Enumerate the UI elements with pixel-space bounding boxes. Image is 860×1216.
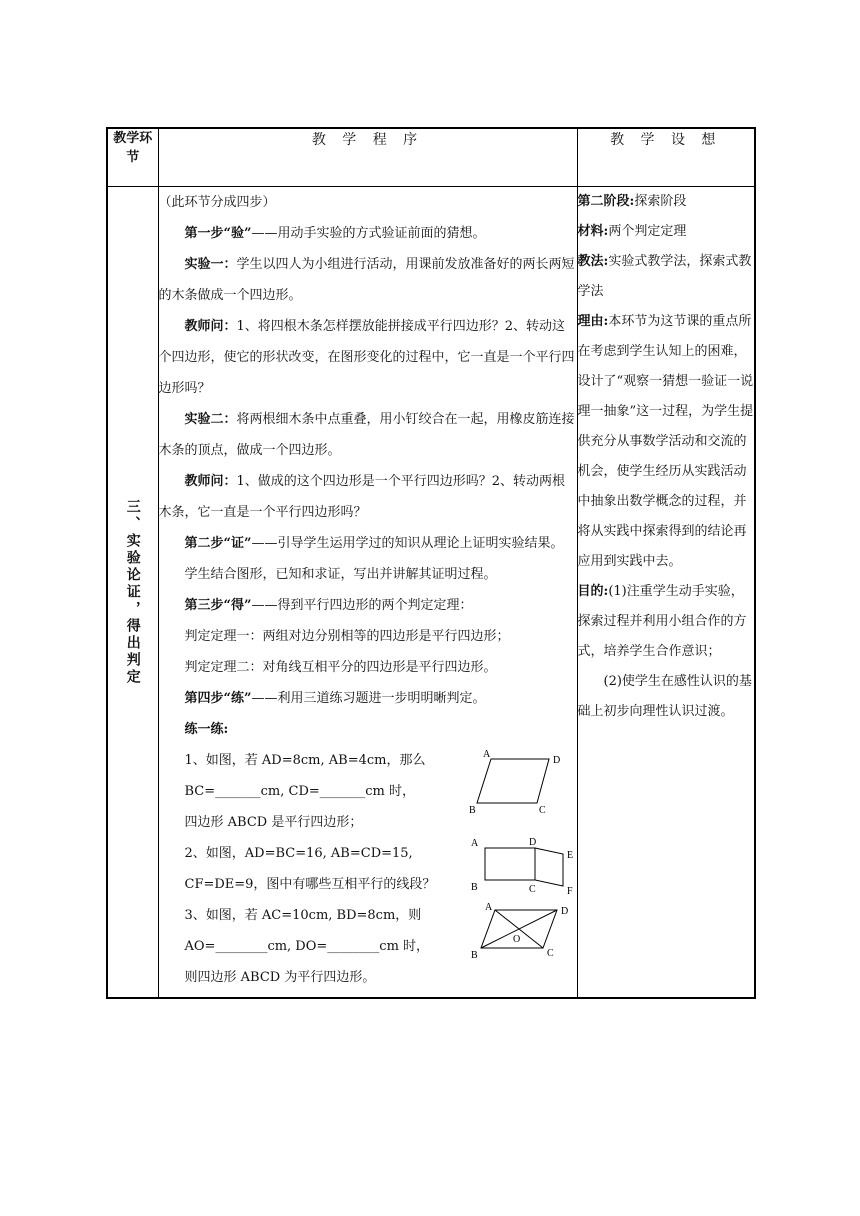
question2-paragraph <box>159 466 577 528</box>
fig2-label-b: B <box>470 882 478 893</box>
design-material-heading: 材料: <box>577 224 609 239</box>
exercise1-line3: 四边形 ABCD 是平行四边形； <box>184 815 363 830</box>
design-material-text: 两个判定定理 <box>608 224 687 239</box>
design-method-text: 实验式教学法，探索式教学法 <box>577 254 752 299</box>
design-stage-heading: 第二阶段: <box>577 194 635 209</box>
design-goal-2: (2)使学生在感性认识的基础上初步向理性认识过渡。 <box>577 674 752 719</box>
parallelogram-diagonals-figure-3 <box>467 900 577 964</box>
header-design: 教 学 设 想 <box>577 128 755 187</box>
exercise-2 <box>159 838 577 900</box>
content-row <box>107 187 755 999</box>
fig3-label-d: D <box>560 906 568 917</box>
intro-text: （此环节分成四步） <box>158 195 276 210</box>
design-reason <box>578 307 755 577</box>
design-goal-text: (1)注重学生动手实验，探索过程并利用小组合作的方式，培养学生合作意识； <box>577 584 747 659</box>
exercise3-line3: 则四边形 ABCD 为平行四边形。 <box>184 970 376 985</box>
fig2-label-f: F <box>566 886 573 897</box>
design-stage-text: 探索阶段 <box>634 194 687 209</box>
exercise1-line1: 1、如图，若 AD=8cm, AB=4cm，那么 <box>184 753 426 768</box>
stage-cell <box>107 187 158 999</box>
exercise-3 <box>159 900 577 993</box>
experiment2-heading: 实验二： <box>184 412 237 427</box>
header-row <box>107 128 755 187</box>
theorem1: 判定定理一：两组对边分别相等的四边形是平行四边形； <box>184 629 510 644</box>
step2-paragraph <box>159 528 577 559</box>
fig1-label-d: D <box>552 755 560 766</box>
step4-heading: 第四步“练” <box>184 691 252 706</box>
lesson-plan-table <box>106 127 756 999</box>
procedure-cell <box>158 187 577 999</box>
exercise1-line2: BC=_______cm, CD=_______cm 时， <box>184 784 416 799</box>
question2-heading: 教师问： <box>184 474 237 489</box>
design-goal <box>578 577 755 667</box>
design-goal-heading: 目的: <box>577 584 609 599</box>
experiment1-paragraph <box>159 249 577 311</box>
fig3-label-b: B <box>470 950 478 961</box>
experiment2-text: 将两根细木条中点重叠，用小钉绞合在一起，用橡皮筋连接木条的顶点，做成一个四边形。 <box>158 412 575 458</box>
rectangle-parallelogram-figure-2 <box>467 838 577 900</box>
exercise3-line1: 3、如图，若 AC=10cm, BD=8cm，则 <box>184 908 422 923</box>
experiment1-text: 学生以四人为小组进行活动，用课前发放准备好的两长两短的木条做成一个四边形。 <box>158 257 575 303</box>
exercise2-line2: CF=DE=9，图中有哪些互相平行的线段？ <box>184 877 436 892</box>
step2-note: 学生结合图形，已知和求证，写出并讲解其证明过程。 <box>184 567 497 582</box>
design-material <box>578 217 755 247</box>
theorem2: 判定定理二：对角线互相平分的四边形是平行四边形。 <box>184 660 497 675</box>
design-stage <box>578 187 755 217</box>
fig3-label-o: O <box>512 934 520 945</box>
fig3-label-c: C <box>546 948 554 959</box>
step2-heading: 第二步“证” <box>184 536 252 551</box>
parallelogram-figure-1 <box>467 745 577 817</box>
step2-text: ——引导学生运用学过的知识从理论上证明实验结果。 <box>251 536 564 551</box>
step1-paragraph <box>159 218 577 249</box>
header-procedure: 教 学 程 序 <box>158 128 577 187</box>
question1-paragraph <box>159 311 577 404</box>
practice-heading: 练一练: <box>184 722 229 737</box>
fig2-label-d: D <box>528 838 536 848</box>
exercise-1 <box>159 745 577 838</box>
design-reason-text: 本环节为这节课的重点所在考虑到学生认知上的困难，设计了“观察一猜想一验证一说理一抽象”这一过程，为学生提供充分从事数学活动和交流的机会，使学生经历从实践活动中抽象出数学概念的过程，并将从实践中探索得到的结论再应用到实践中去。 <box>577 314 754 569</box>
fig1-label-b: B <box>468 805 476 816</box>
design-method <box>578 247 755 307</box>
step4-paragraph <box>159 683 577 714</box>
step1-heading: 第一步“验” <box>184 226 252 241</box>
exercise2-line1: 2、如图，AD=BC=16, AB=CD=15, <box>184 846 413 861</box>
exercise3-line2: AO=________cm, DO=________cm 时， <box>184 939 430 954</box>
fig2-label-c: C <box>528 884 536 895</box>
design-reason-heading: 理由: <box>577 314 609 329</box>
step4-text: ——利用三道练习题进一步明明晰判定。 <box>251 691 486 706</box>
header-stage: 教学环节 <box>107 128 158 187</box>
fig1-label-a: A <box>482 749 490 760</box>
question1-heading: 教师问： <box>184 319 237 334</box>
design-method-heading: 教法: <box>577 254 609 269</box>
step3-text: ——得到平行四边形的两个判定定理： <box>251 598 473 613</box>
experiment2-paragraph <box>159 404 577 466</box>
experiment1-heading: 实验一： <box>184 257 237 272</box>
design-cell <box>577 187 755 999</box>
fig2-label-e: E <box>566 850 573 861</box>
fig3-label-a: A <box>484 902 492 913</box>
fig2-label-a: A <box>470 838 478 849</box>
question1-text: 1、将四根木条怎样摆放能拼接成平行四边形？2、转动这个四边形，使它的形状改变，在图形变化的过程中，它一直是一个平行四边形吗？ <box>158 319 575 396</box>
step1-text: ——用动手实验的方式验证前面的猜想。 <box>251 226 486 241</box>
step3-heading: 第三步“得” <box>184 598 252 613</box>
step3-paragraph <box>159 590 577 621</box>
stage-label: 三、实验论证，得出判定 <box>124 498 141 686</box>
fig1-label-c: C <box>538 805 546 816</box>
question2-text: 1、做成的这个四边形是一个平行四边形吗？2、转动两根木条，它一直是一个平行四边形吗？ <box>158 474 566 520</box>
